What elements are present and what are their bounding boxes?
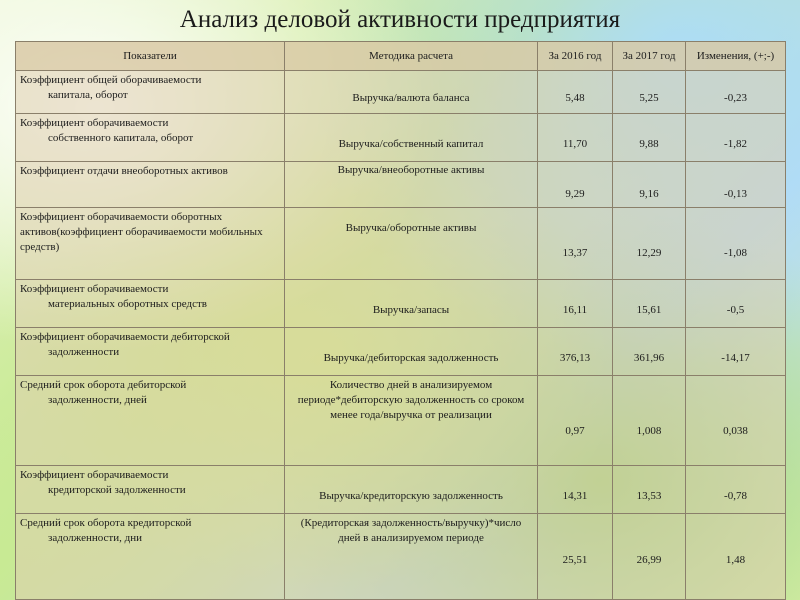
header-method: Методика расчета [285,42,538,71]
table-row [16,280,786,328]
value-2016: 16,11 [538,280,613,328]
activity-table [15,41,786,600]
value-2016: 376,13 [538,328,613,376]
table-row [16,71,786,114]
value-change: -14,17 [686,328,786,376]
indicator-cell: Коэффициент оборачиваемости оборотных активов(коэффициент оборачиваемости мобильных средств) [16,208,285,280]
table-row [16,466,786,514]
value-2017: 1,008 [613,376,686,466]
value-change: -0,13 [686,162,786,208]
header-indicator: Показатели [16,42,285,71]
indicator-cell: Средний срок оборота кредиторской задолженности, дни [16,514,285,600]
value-2017: 26,99 [613,514,686,600]
indicator-cell: Коэффициент отдачи внеоборотных активов [16,162,285,208]
value-change: -1,08 [686,208,786,280]
method-cell: Выручка/валюта баланса [285,71,538,114]
indicator-cell: Коэффициент общей оборачиваемости капитала, оборот [16,71,285,114]
indicator-cell: Коэффициент оборачиваемости материальных оборотных средств [16,280,285,328]
method-cell: Выручка/внеоборотные активы [285,162,538,208]
header-row [16,42,786,71]
value-2016: 13,37 [538,208,613,280]
value-2017: 361,96 [613,328,686,376]
indicator-cell: Средний срок оборота дебиторской задолженности, дней [16,376,285,466]
table-row [16,162,786,208]
method-cell: Выручка/дебиторская задолженность [285,328,538,376]
method-cell: Выручка/оборотные активы [285,208,538,280]
table-row [16,376,786,466]
value-2016: 5,48 [538,71,613,114]
header-2016: За 2016 год [538,42,613,71]
indicator-cell: Коэффициент оборачиваемости кредиторской задолженности [16,466,285,514]
method-cell: Выручка/собственный капитал [285,114,538,162]
table-row [16,114,786,162]
value-change: -0,5 [686,280,786,328]
method-cell: Выручка/запасы [285,280,538,328]
value-2017: 9,88 [613,114,686,162]
value-change: -0,78 [686,466,786,514]
method-cell: (Кредиторская задолженность/выручку)*число дней в анализируемом периоде [285,514,538,600]
value-2017: 15,61 [613,280,686,328]
method-cell: Выручка/кредиторскую задолженность [285,466,538,514]
value-2016: 25,51 [538,514,613,600]
value-change: 1,48 [686,514,786,600]
value-2017: 9,16 [613,162,686,208]
table-row [16,208,786,280]
table-row [16,328,786,376]
value-change: 0,038 [686,376,786,466]
method-cell: Количество дней в анализируемом периоде*дебиторскую задолженность со сроком менее года/выручка от реализации [285,376,538,466]
value-change: -1,82 [686,114,786,162]
header-change: Изменения, (+;-) [686,42,786,71]
indicator-cell: Коэффициент оборачиваемости собственного капитала, оборот [16,114,285,162]
value-2016: 11,70 [538,114,613,162]
value-2016: 9,29 [538,162,613,208]
value-2017: 13,53 [613,466,686,514]
page-title: Анализ деловой активности предприятия [179,6,621,33]
header-2017: За 2017 год [613,42,686,71]
value-2017: 12,29 [613,208,686,280]
table-row [16,514,786,600]
value-change: -0,23 [686,71,786,114]
value-2016: 14,31 [538,466,613,514]
value-2016: 0,97 [538,376,613,466]
indicator-cell: Коэффициент оборачиваемости дебиторской задолженности [16,328,285,376]
value-2017: 5,25 [613,71,686,114]
